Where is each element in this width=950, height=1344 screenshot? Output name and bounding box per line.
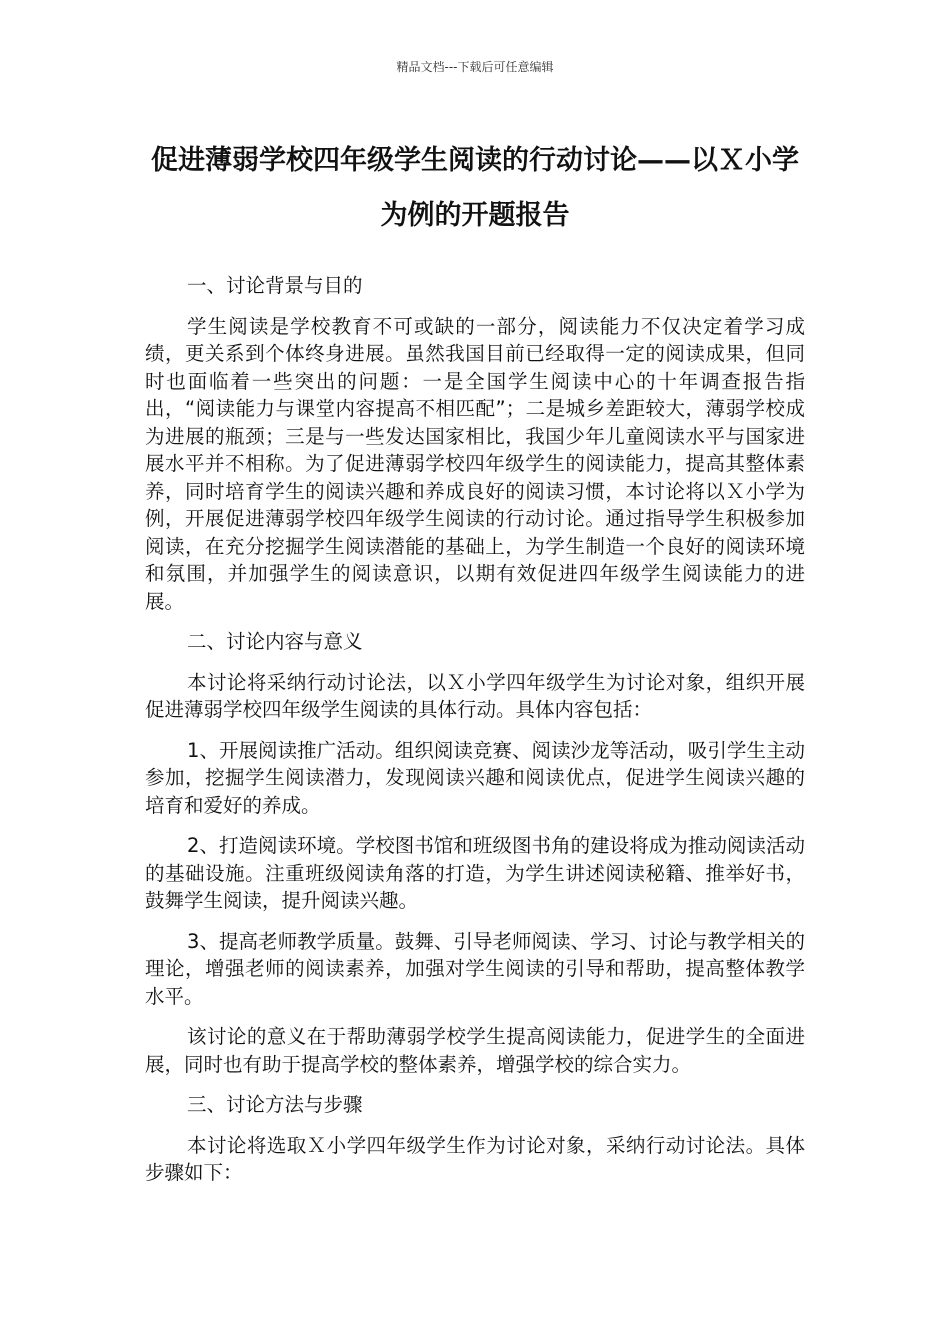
list-item: 1、开展阅读推广活动。组织阅读竞赛、阅读沙龙等活动，吸引学生主动参加，挖掘学生阅读潜力，发现阅读兴趣和阅读优点，促进学生阅读兴趣的培育和爱好的养成。 (145, 738, 805, 817)
section-heading: 二、讨论内容与意义 (187, 630, 363, 653)
header-note: 精品文档---下载后可任意编辑 (396, 60, 554, 74)
list-item: 3、提高老师教学质量。鼓舞、引导老师阅读、学习、讨论与教学相关的理论，增强老师的阅读素养，加强对学生阅读的引导和帮助，提高整体教学水平。 (145, 929, 805, 1008)
document-title: 促进薄弱学校四年级学生阅读的行动讨论——以Ｘ小学为例的开题报告 (151, 145, 799, 231)
list-item: 2、打造阅读环境。学校图书馆和班级图书角的建设将成为推动阅读活动的基础设施。注重班级阅读角落的打造，为学生讲述阅读秘籍、推举好书，鼓舞学生阅读，提升阅读兴趣。 (145, 834, 805, 912)
paragraph: 该讨论的意义在于帮助薄弱学校学生提高阅读能力，促进学生的全面进展，同时也有助于提高学校的整体素养，增强学校的综合实力。 (145, 1025, 805, 1076)
section-heading: 一、讨论背景与目的 (187, 274, 363, 297)
section-heading: 三、讨论方法与步骤 (187, 1093, 363, 1116)
paragraph: 本讨论将选取Ｘ小学四年级学生作为讨论对象，采纳行动讨论法。具体步骤如下： (145, 1133, 805, 1184)
document-body (145, 272, 805, 1200)
paragraph: 本讨论将采纳行动讨论法，以Ｘ小学四年级学生为讨论对象，组织开展促进薄弱学校四年级学生阅读的具体行动。具体内容包括： (145, 670, 805, 721)
paragraph: 学生阅读是学校教育不可或缺的一部分，阅读能力不仅决定着学习成绩，更关系到个体终身进展。虽然我国目前已经取得一定的阅读成果，但同时也面临着一些突出的问题：一是全国学生阅读中心的十年调查报告指出，“阅读能力与课堂内容提高不相匹配”；二是城乡差距较大，薄弱学校成为进展的瓶颈；三是与一些发达国家相比，我国少年儿童阅读水平与国家进展水平并不相称。为了促进薄弱学校四年级学生的阅读能力，提高其整体素养，同时培育学生的阅读兴趣和养成良好的阅读习惯，本讨论将以Ｘ小学为例，开展促进薄弱学校四年级学生阅读的行动讨论。通过指导学生积极参加阅读，在充分挖掘学生阅读潜能的基础上，为学生制造一个良好的阅读环境和氛围，并加强学生的阅读意识，以期有效促进四年级学生阅读能力的进展。 (145, 314, 805, 613)
